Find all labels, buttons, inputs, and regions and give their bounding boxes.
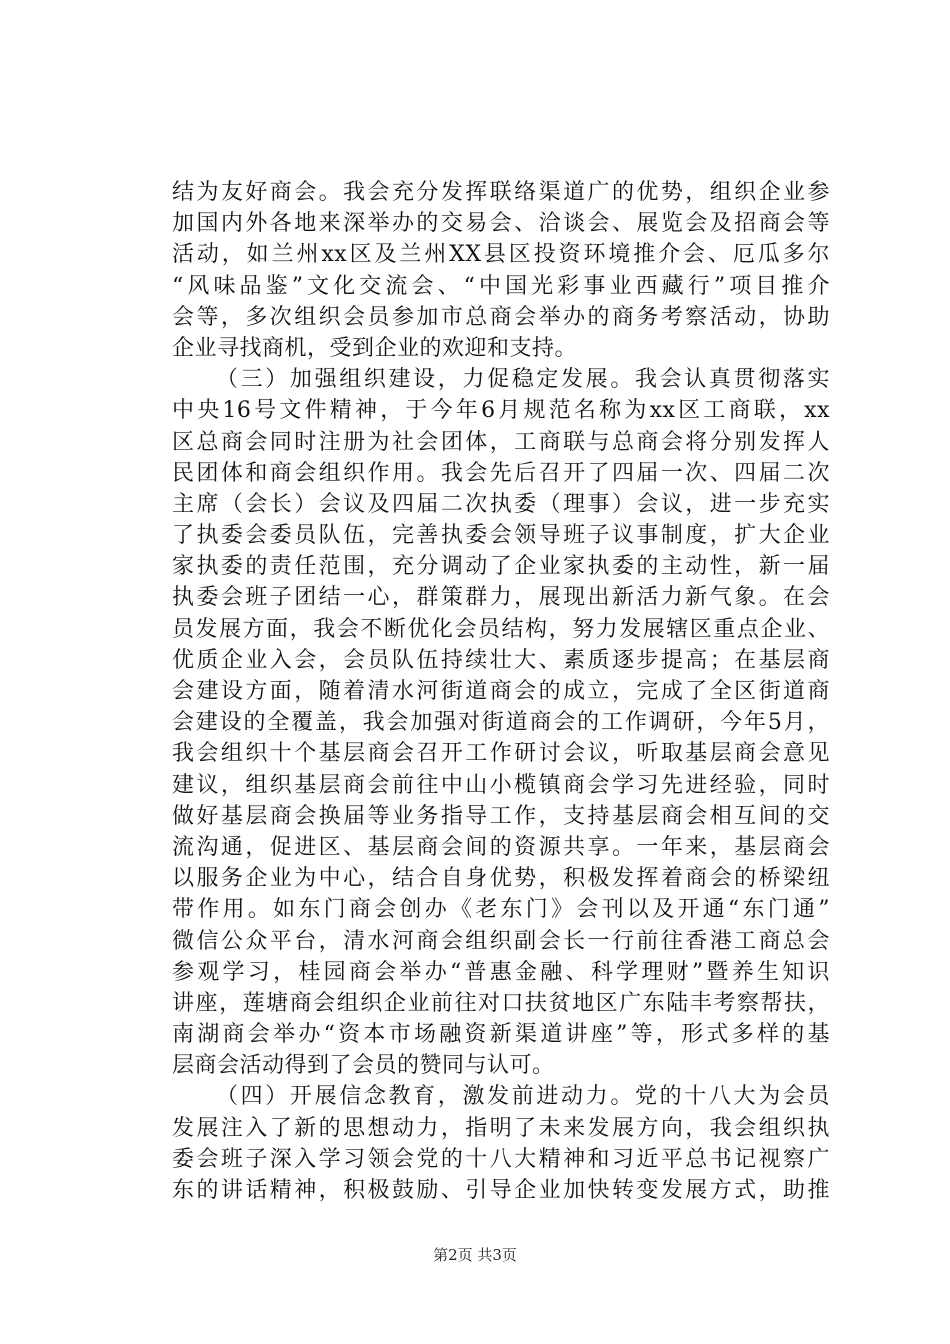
- text-line: 以服务企业为中心，结合自身优势，积极发挥着商会的桥梁纽: [172, 866, 830, 892]
- text-line: 结为友好商会。我会充分发挥联络渠道广的优势，组织企业参: [172, 180, 830, 205]
- text-line: 微信公众平台，清水河商会组织副会长一行前往香港工商总会: [172, 928, 830, 954]
- text-line: 会建设方面，随着清水河街道商会的成立，完成了全区街道商: [172, 679, 830, 704]
- text-line: 做好基层商会换届等业务指导工作，支持基层商会相互间的交: [172, 803, 830, 829]
- text-line: 参观学习，桂园商会举办“普惠金融、科学理财”暨养生知识: [172, 959, 830, 985]
- text-line: 讲座，莲塘商会组织企业前往对口扶贫地区广东陆丰考察帮扶，: [172, 990, 830, 1016]
- text-line: 优质企业入会，会员队伍持续壮大、素质逐步提高；在基层商: [172, 647, 830, 673]
- text-line: 我会组织十个基层商会召开工作研讨会议，听取基层商会意见: [172, 741, 830, 767]
- text-line: 东的讲话精神，积极鼓励、引导企业加快转变发展方式，助推: [172, 1178, 830, 1203]
- text-line: 建议，组织基层商会前往中山小榄镇商会学习先进经验，同时: [172, 772, 830, 798]
- text-line: “风味品鉴”文化交流会、“中国光彩事业西藏行”项目推介: [172, 273, 830, 299]
- text-line: 中央16号文件精神，于今年6月规范名称为xx区工商联，xx: [172, 398, 830, 424]
- text-line: 带作用。如东门商会创办《老东门》会刊以及开通“东门通”: [172, 897, 830, 923]
- text-line: 加国内外各地来深举办的交易会、洽谈会、展览会及招商会等: [172, 211, 830, 237]
- text-line: 委会班子深入学习领会党的十八大精神和习近平总书记视察广: [172, 1146, 830, 1172]
- paragraph-heading-4: （四）开展信念教育，激发前进动力。党的十八大为会员: [216, 1084, 830, 1110]
- text-line: 南湖商会举办“资本市场融资新渠道讲座”等，形式多样的基: [172, 1022, 830, 1048]
- text-line: 执委会班子团结一心，群策群力，展现出新活力新气象。在会: [172, 585, 830, 611]
- text-line: 家执委的责任范围，充分调动了企业家执委的主动性，新一届: [172, 554, 830, 580]
- text-line: 主席（会长）会议及四届二次执委（理事）会议，进一步充实: [172, 491, 830, 517]
- body-text: [172, 177, 830, 1206]
- text-line: 流沟通，促进区、基层商会间的资源共享。一年来，基层商会: [172, 834, 830, 860]
- text-line: 了执委会委员队伍，完善执委会领导班子议事制度，扩大企业: [172, 523, 830, 549]
- text-line: 发展注入了新的思想动力，指明了未来发展方向，我会组织执: [172, 1115, 830, 1141]
- text-line: 民团体和商会组织作用。我会先后召开了四届一次、四届二次: [172, 460, 830, 486]
- text-line: 会等，多次组织会员参加市总商会举办的商务考察活动，协助: [172, 304, 830, 330]
- text-line: 员发展方面，我会不断优化会员结构，努力发展辖区重点企业、: [172, 616, 830, 642]
- text-line: 层商会活动得到了会员的赞同与认可。: [172, 1053, 555, 1079]
- text-line: 会建设的全覆盖，我会加强对街道商会的工作调研，今年5月，: [172, 710, 830, 736]
- paragraph-heading-3: （三）加强组织建设，力促稳定发展。我会认真贯彻落实: [216, 367, 830, 393]
- text-line: 活动，如兰州xx区及兰州XX县区投资环境推介会、厄瓜多尔: [172, 242, 830, 268]
- text-line: 企业寻找商机，受到企业的欢迎和支持。: [172, 335, 578, 361]
- text-line: 区总商会同时注册为社会团体，工商联与总商会将分别发挥人: [172, 429, 830, 455]
- page-number-footer: 第2页 共3页: [433, 1246, 517, 1264]
